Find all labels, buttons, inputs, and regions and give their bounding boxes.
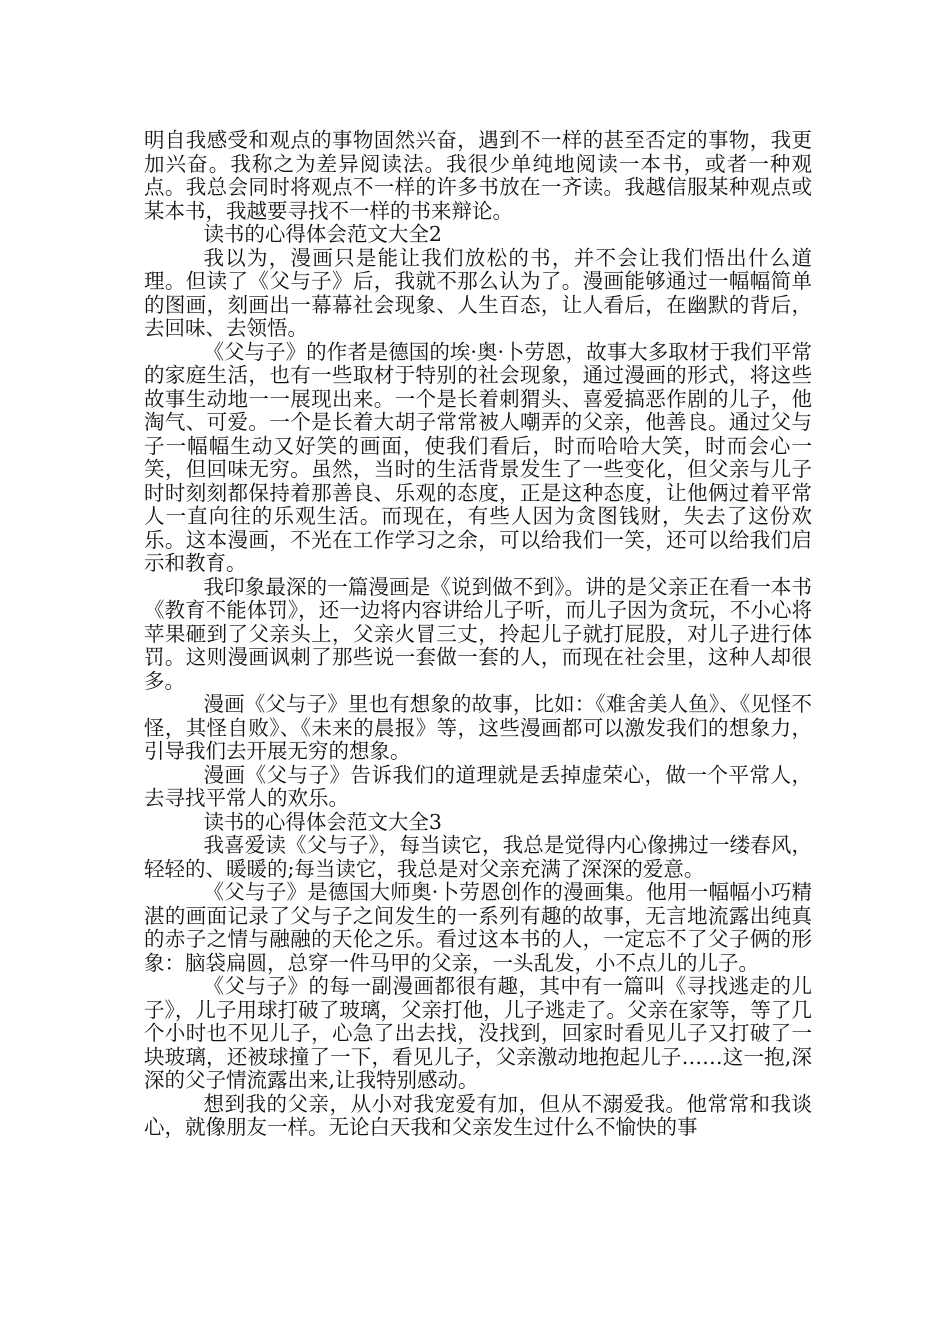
paragraph: 明自我感受和观点的事物固然兴奋，遇到不一样的甚至否定的事物，我更加兴奋。我称之为差异阅读法。我很少单纯地阅读一本书，或者一种观点。我总会同时将观点不一样的许多书放在一齐读。我越信服某种观点或某本书，我越要寻找不一样的书来辩论。 [144, 128, 812, 223]
paragraph: 想到我的父亲，从小对我宠爱有加，但从不溺爱我。他常常和我谈心，就像朋友一样。无论白天我和父亲发生过什么不愉快的事 [144, 1091, 812, 1139]
paragraph: 我喜爱读《父与子》，每当读它，我总是觉得内心像拂过一缕春风，轻轻的、暖暖的;每当读它，我总是对父亲充满了深深的爱意。 [144, 833, 812, 881]
section-heading: 读书的心得体会范文大全2 [203, 222, 442, 246]
paragraph: 《父与子》的每一副漫画都很有趣，其中有一篇叫《寻找逃走的儿子》，儿子用球打破了玻璃，父亲打他，儿子逃走了。父亲在家等，等了几个小时也不见儿子，心急了出去找，没找到，回家时看见儿子又打破了一块玻璃，还被球撞了一下，看见儿子，父亲激动地抱起儿子……这一抱,深深的父子情流露出来,让我特别感动。 [144, 974, 812, 1092]
paragraph: 《父与子》的作者是德国的埃·奥·卜劳恩，故事大多取材于我们平常的家庭生活，也有一些取材于特别的社会现象，通过漫画的形式，将这些故事生动地一一展现出来。一个是长着刺猬头、喜爱搞恶作剧的儿子，他淘气、可爱。一个是长着大胡子常常被人嘲弄的父亲，他善良。通过父与子一幅幅生动又好笑的画面，使我们看后，时而哈哈大笑，时而会心一笑，但回味无穷。虽然，当时的生活背景发生了一些变化，但父亲与儿子时时刻刻都保持着那善良、乐观的态度，正是这种态度，让他俩过着平常人一直向往的乐观生活。而现在，有些人因为贪图钱财，失去了这份欢乐。这本漫画，不光在工作学习之余，可以给我们一笑，还可以给我们启示和教育。 [144, 339, 812, 575]
paragraph: 《父与子》是德国大师奥·卜劳恩创作的漫画集。他用一幅幅小巧精湛的画面记录了父与子之间发生的一系列有趣的故事，无言地流露出纯真的赤子之情与融融的天伦之乐。看过这本书的人，一定忘不了父子俩的形象：脑袋扁圆，总穿一件马甲的父亲，一头乱发，小不点儿的儿子。 [144, 880, 812, 975]
paragraph: 我以为，漫画只是能让我们放松的书，并不会让我们悟出什么道理。但读了《父与子》后，我就不那么认为了。漫画能够通过一幅幅简单的图画，刻画出一幕幕社会现象、人生百态，让人看后，在幽默的背后，去回味、去领悟。 [144, 245, 812, 340]
document-page [144, 129, 812, 1140]
paragraph: 漫画《父与子》告诉我们的道理就是丢掉虚荣心，做一个平常人，去寻找平常人的欢乐。 [144, 762, 812, 810]
paragraph: 我印象最深的一篇漫画是《说到做不到》。讲的是父亲正在看一本书《教育不能体罚》，还一边将内容讲给儿子听，而儿子因为贪玩，不小心将苹果砸到了父亲头上，父亲火冒三丈，拎起儿子就打屁股，对儿子进行体罚。这则漫画讽刺了那些说一套做一套的人，而现在社会里，这种人却很多。 [144, 574, 812, 693]
section-heading: 读书的心得体会范文大全3 [203, 809, 442, 834]
paragraph: 漫画《父与子》里也有想象的故事，比如：《难舍美人鱼》、《见怪不怪，其怪自败》、《未来的晨报》等，这些漫画都可以激发我们的想象力，引导我们去开展无穷的想象。 [144, 692, 812, 763]
